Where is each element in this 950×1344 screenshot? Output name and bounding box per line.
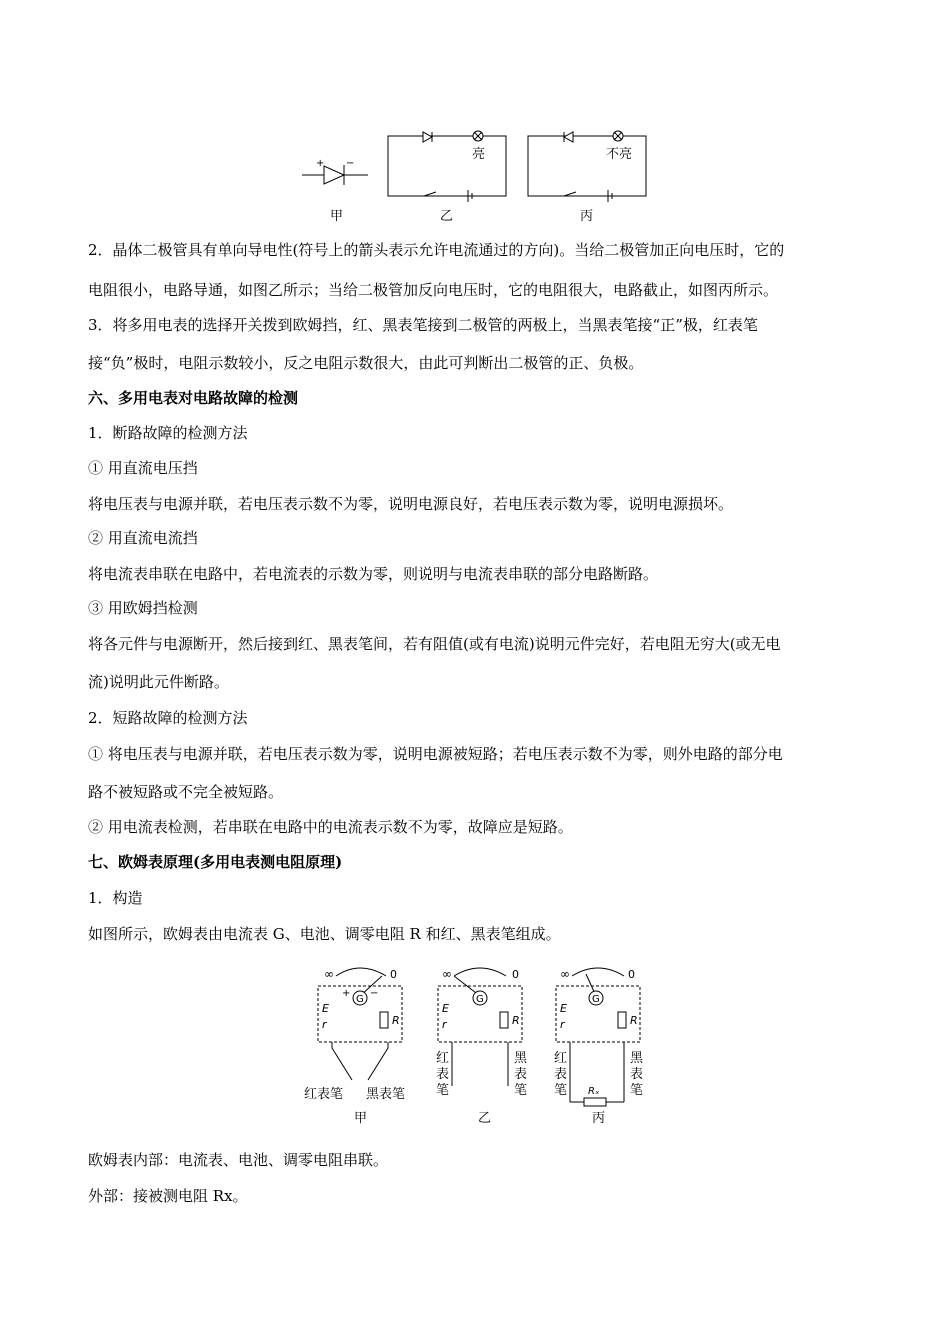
ohmmeter-bing	[554, 967, 644, 1126]
fig1-label-jia: 甲	[330, 209, 344, 224]
black-char: 黑	[514, 1051, 528, 1066]
black-char: 黑	[630, 1051, 644, 1066]
paragraph-line: ① 将电压表与电源并联，若电压表示数为零，说明电源被短路；若电压表示数不为零，则外电路的部分电	[88, 745, 783, 763]
paragraph-line: 电阻很小，电路导通，如图乙所示；当给二极管加反向电压时，它的电阻很大，电路截止，如图丙所示。	[88, 281, 779, 299]
paragraph-line: 将各元件与电源断开，然后接到红、黑表笔间，若有阻值(或有电流)说明元件完好，若电阻无穷大(或无电	[88, 635, 781, 653]
zero-symbol: 0	[512, 968, 519, 981]
paragraph-line: 2．短路故障的检测方法	[88, 709, 248, 727]
bi-char: 笔	[554, 1083, 568, 1098]
paragraph-line: ③ 用欧姆挡检测	[88, 599, 198, 617]
fig1-label-yi: 乙	[440, 209, 454, 224]
paragraph-line: ② 用电流表检测，若串联在电路中的电流表示数不为零，故障应是短路。	[88, 818, 573, 836]
black-pen-label: 黑表笔	[366, 1087, 406, 1102]
bi-char: 笔	[436, 1083, 450, 1098]
paragraph-line: 欧姆表内部：电流表、电池、调零电阻串联。	[88, 1151, 389, 1169]
circuit-bing	[528, 131, 646, 202]
paragraph-line: 将电压表与电源并联，若电压表示数不为零，说明电源良好，若电压表示数为零，说明电源损坏。	[88, 495, 734, 513]
biao-char: 表	[514, 1067, 528, 1082]
paragraph-line: 流)说明此元件断路。	[88, 673, 229, 691]
bi-char: 笔	[514, 1083, 528, 1098]
infinity-symbol: ∞	[324, 967, 334, 981]
internal-r-label: r	[442, 1018, 447, 1031]
paragraph-line: 如图所示，欧姆表由电流表 G、电池、调零电阻 R 和红、黑表笔组成。	[88, 925, 561, 943]
internal-r-label: r	[560, 1018, 565, 1031]
anode-sign: +	[316, 158, 325, 169]
plus-sign: +	[342, 988, 351, 999]
fig1-label-bing: 丙	[580, 209, 594, 224]
paragraph-line: 外部：接被测电阻 Rx。	[88, 1187, 248, 1205]
rheostat-label: R	[392, 1014, 400, 1027]
not-bright-label: 不亮	[606, 147, 633, 162]
paragraph-line: 1．构造	[88, 889, 143, 907]
emf-label: E	[322, 1002, 329, 1015]
bi-char: 笔	[630, 1083, 644, 1098]
paragraph-line: 路不被短路或不完全被短路。	[88, 783, 284, 801]
section-heading-6: 六、多用电表对电路故障的检测	[88, 389, 299, 407]
red-char: 红	[554, 1051, 568, 1066]
galvanometer-label: G	[476, 994, 484, 1005]
biao-char: 表	[436, 1067, 450, 1082]
red-char: 红	[436, 1051, 450, 1066]
biao-char: 表	[554, 1067, 568, 1082]
internal-r-label: r	[322, 1018, 327, 1031]
section-heading-7: 七、欧姆表原理(多用电表测电阻原理)	[88, 853, 343, 871]
red-pen-label: 红表笔	[304, 1087, 344, 1102]
fig2-label-bing: 丙	[592, 1111, 606, 1126]
biao-char: 表	[630, 1067, 644, 1082]
diode-figure	[296, 128, 656, 228]
paragraph-line: ② 用直流电流挡	[88, 529, 198, 547]
galvanometer-label: G	[592, 994, 600, 1005]
paragraph-line: 将电流表串联在电路中，若电流表的示数为零，则说明与电流表串联的部分电路断路。	[88, 565, 659, 583]
rheostat-label: R	[512, 1014, 520, 1027]
zero-symbol: 0	[390, 968, 397, 981]
ohmmeter-jia	[304, 967, 405, 1126]
bright-label: 亮	[472, 147, 486, 162]
circuit-yi	[388, 131, 506, 202]
diode-symbol	[302, 165, 368, 185]
fig2-label-yi: 乙	[478, 1111, 492, 1126]
ohmmeter-figure	[296, 962, 656, 1130]
paragraph-line: 1．断路故障的检测方法	[88, 424, 248, 442]
cathode-sign: −	[346, 158, 355, 169]
paragraph-line: ① 用直流电压挡	[88, 459, 198, 477]
rx-label: Rₓ	[588, 1086, 600, 1097]
paragraph-line: 3．将多用电表的选择开关拨到欧姆挡，红、黑表笔接到二极管的两极上，当黑表笔接“正”极，红表笔	[88, 316, 758, 334]
infinity-symbol: ∞	[560, 967, 570, 981]
emf-label: E	[442, 1002, 449, 1015]
galvanometer-label: G	[356, 994, 364, 1005]
rheostat-label: R	[630, 1014, 638, 1027]
ohmmeter-yi	[436, 967, 528, 1126]
minus-sign: −	[370, 988, 379, 999]
infinity-symbol: ∞	[442, 967, 452, 981]
paragraph-line: 2．晶体二极管具有单向导电性(符号上的箭头表示允许电流通过的方向)。当给二极管加正向电压时，它的	[88, 241, 785, 259]
fig2-label-jia: 甲	[354, 1111, 368, 1126]
emf-label: E	[560, 1002, 567, 1015]
paragraph-line: 接“负”极时，电阻示数较小，反之电阻示数很大，由此可判断出二极管的正、负极。	[88, 354, 644, 372]
zero-symbol: 0	[628, 968, 635, 981]
